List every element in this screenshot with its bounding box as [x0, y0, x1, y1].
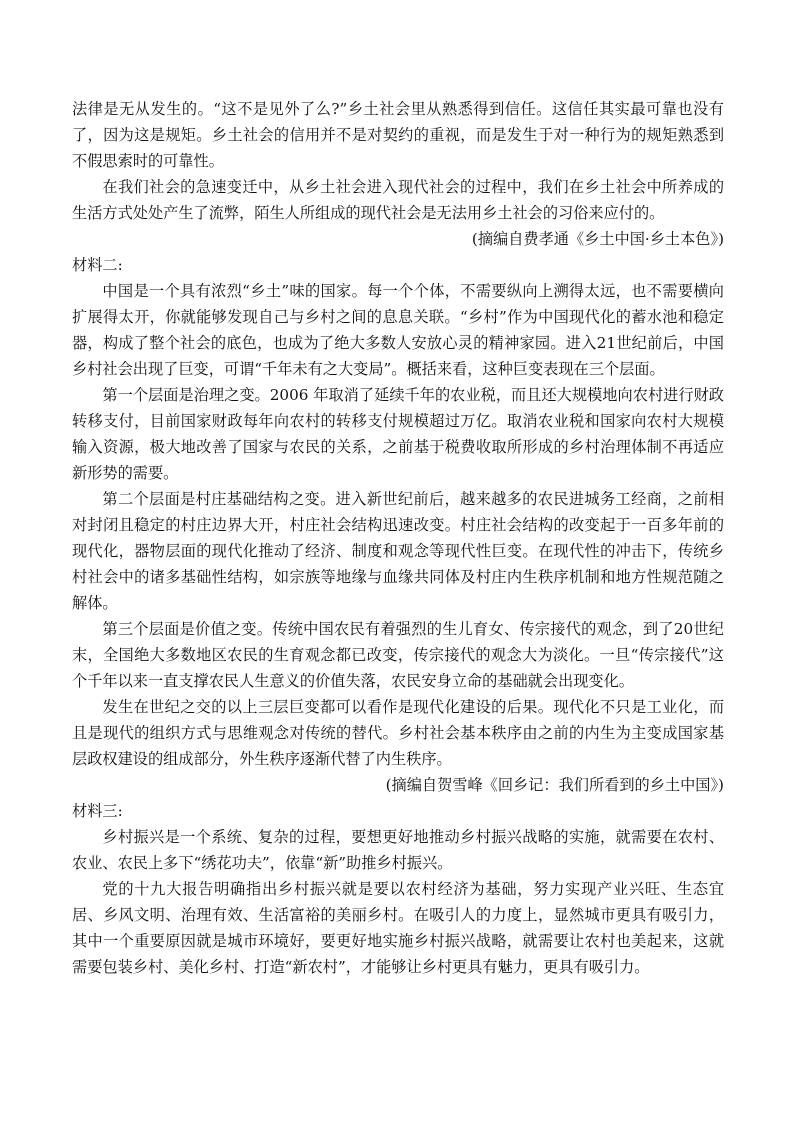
paragraph: 在我们社会的急速变迁中，从乡土社会进入现代社会的过程中，我们在乡土社会中所养成的生活方式处处产生了流弊，陌生人所组成的现代社会是无法用乡土社会的习俗来应付的。: [72, 178, 724, 222]
section-heading: 材料三:: [72, 802, 123, 820]
paragraph: 第三个层面是价值之变。传统中国农民有着强烈的生儿育女、传宗接代的观念，到了20世纪末，全国绝大多数地区农民的生育观念都已改变，传宗接代的观念大为淡化。一旦“传宗接代”这个千年以来一直支撑农民人生意义的价值失落，农民安身立命的基础就会出现变化。: [72, 620, 724, 690]
source-citation: (摘编自贺雪峰《回乡记：我们所看到的乡土中国》): [385, 776, 724, 794]
paragraph: 乡村振兴是一个系统、复杂的过程，要想更好地推动乡村振兴战略的实施，就需要在农村、农业、农民上多下“绣花功夫”，依靠“新”助推乡村振兴。: [72, 828, 724, 872]
paragraph: 中国是一个具有浓烈“乡土”味的国家。每一个个体，不需要纵向上溯得太远，也不需要横向扩展得太开，你就能够发现自己与乡村之间的息息关联。“乡村”作为中国现代化的蓄水池和稳定器，构成了整个社会的底色，也成为了绝大多数人安放心灵的精神家园。进入21世纪前后，中国乡村社会出现了巨变，可谓“千年未有之大变局”。概括来看，这种巨变表现在三个层面。: [72, 282, 724, 378]
section-heading: 材料二:: [72, 256, 123, 274]
document-page: [72, 96, 724, 980]
paragraph: 发生在世纪之交的以上三层巨变都可以看作是现代化建设的后果。现代化不只是工业化，而且是现代的组织方式与思维观念对传统的替代。乡村社会基本秩序由之前的内生为主变成国家基层政权建设的组成部分，外生秩序逐渐代替了内生秩序。: [72, 698, 724, 768]
paragraph: 法律是无从发生的。“这不是见外了么?”乡土社会里从熟悉得到信任。这信任其实最可靠也没有了，因为这是规矩。乡土社会的信用并不是对契约的重视，而是发生于对一种行为的规矩熟悉到不假思索时的可靠性。: [72, 100, 724, 170]
paragraph: 第二个层面是村庄基础结构之变。进入新世纪前后，越来越多的农民进城务工经商，之前相对封闭且稳定的村庄边界大开，村庄社会结构迅速改变。村庄社会结构的改变起于一百多年前的现代化，器物层面的现代化推动了经济、制度和观念等现代性巨变。在现代性的冲击下，传统乡村社会中的诸多基础性结构，如宗族等地缘与血缘共同体及村庄内生秩序机制和地方性规范随之解体。: [72, 490, 724, 612]
paragraph: 党的十九大报告明确指出乡村振兴就是要以农村经济为基础，努力实现产业兴旺、生态宜居、乡风文明、治理有效、生活富裕的美丽乡村。在吸引人的力度上，显然城市更具有吸引力，其中一个重要原因就是城市环境好，要更好地实施乡村振兴战略，就需要让农村也美起来，这就需要包装乡村、美化乡村、打造“新农村”，才能够让乡村更具有魅力，更具有吸引力。: [72, 880, 724, 976]
source-citation: (摘编自费孝通《乡土中国·乡土本色》): [471, 230, 724, 248]
paragraph: 第一个层面是治理之变。2006 年取消了延续千年的农业税，而且还大规模地向农村进行财政转移支付，目前国家财政每年向农村的转移支付规模超过万亿。取消农业税和国家向农村大规模输入资源，极大地改善了国家与农民的关系，之前基于税费收取所形成的乡村治理体制不再适应新形势的需要。: [72, 386, 724, 482]
